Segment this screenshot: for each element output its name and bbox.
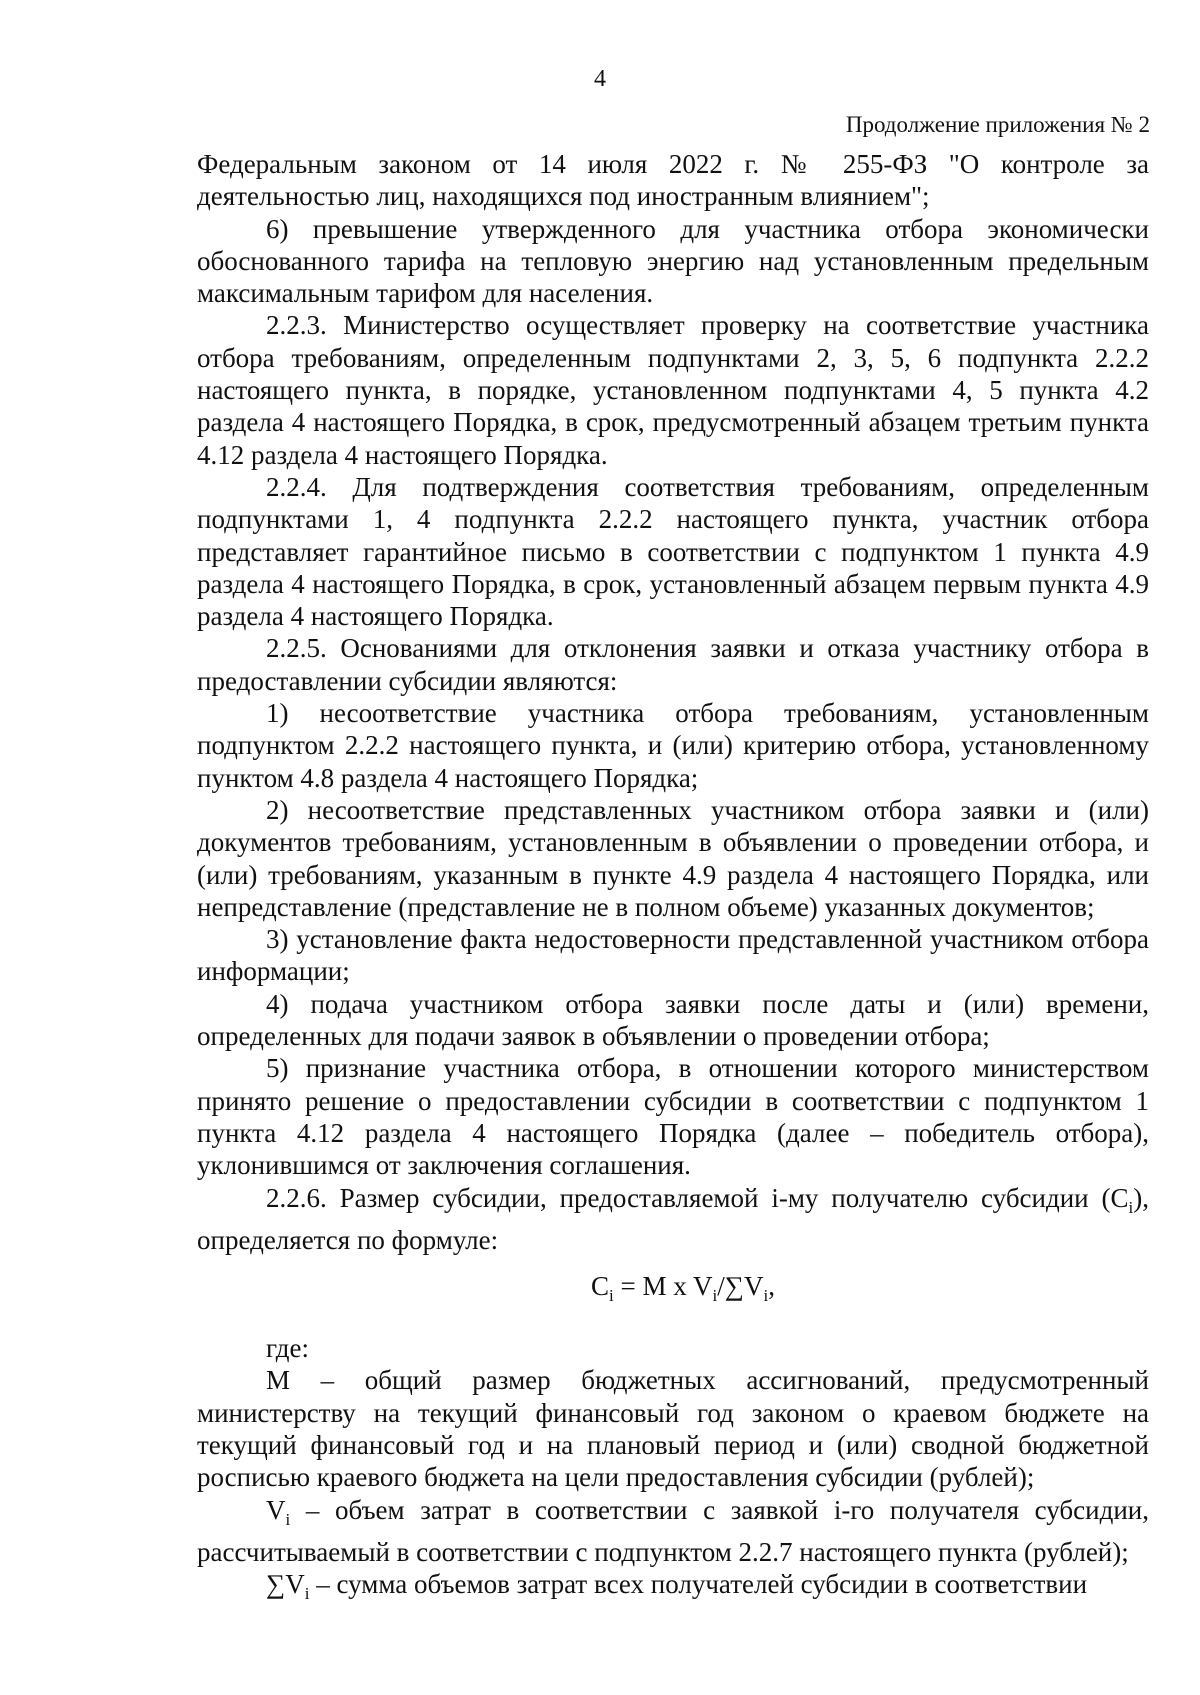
document-body (197, 148, 1149, 1610)
reason-item-1: 1) несоответствие участника отбора требованиям, установленным подпунктом 2.2.2 настоящего пункта, и (или) критерию отбора, установленному пунктом 4.8 раздела 4 настоящего Порядка; (197, 698, 1149, 793)
appendix-continuation-note: Продолжение приложения № 2 (845, 112, 1150, 137)
paragraph-item-6: 6) превышение утвержденного для участника отбора экономически обоснованного тарифа на тепловую энергию над установленным предельным максимальным тарифом для населения. (197, 213, 1149, 309)
paragraph-2-2-5: 2.2.5. Основаниями для отклонения заявки и отказа участнику отбора в предоставлении субсидии являются: (197, 633, 1149, 696)
paragraph-2-2-6: 2.2.6. Размер субсидии, предоставляемой i-му получателю субсидии $(С_i)$, определяется по формуле: (197, 1182, 1149, 1255)
paragraph-2-2-4: 2.2.4. Для подтверждения соответствия требованиям, определенным подпунктами 1, 4 подпункта 2.2.2 настоящего пункта, участник отбора представляет гарантийное письмо в соответствии с подпунктом 1 пункта 4.9 раздела 4 настоящего Порядка, в срок, установленный абзацем первым пункта 4.9 раздела 4 настоящего Порядка. (197, 471, 1149, 632)
definition-m: М – общий размер бюджетных ассигнований, предусмотренный министерству на текущий финансовый год законом о краевом бюджете на текущий финансовый год и на плановый период и (или) сводной бюджетной росписью краевого бюджета на цели предоставления субсидии (рублей); (197, 1365, 1149, 1493)
where-label: где: (266, 1333, 309, 1364)
definition-sum-vi: $\sum V_i$ – сумма объемов затрат всех получателей субсидии в соответствии (266, 1569, 1088, 1604)
definition-vi: $V_i$ – объем затрат в соответствии с заявкой i-го получателя субсидии, рассчитываемый в соответствии с подпунктом 2.2.7 настоящего пункта (рублей); (197, 1494, 1149, 1567)
reason-item-2: 2) несоответствие представленных участником отбора заявки и (или) документов требованиям, установленным в объявлении о проведении отбора, и (или) требованиям, указанным в пункте 4.9 раздела 4 настоящего Порядка, или непредставление (представление не в полном объеме) указанных документов; (197, 794, 1149, 922)
reason-item-3: 3) установление факта недостоверности представленной участником отбора информации; (197, 924, 1149, 987)
page-number: 4 (594, 66, 606, 92)
paragraph-federal-law: Федеральным законом от 14 июля 2022 г. № 255-ФЗ "О контроле за деятельностью лиц, находящихся под иностранным влиянием"; (197, 149, 1149, 212)
paragraph-2-2-3: 2.2.3. Министерство осуществляет проверку на соответствие участника отбора требованиям, определенным подпунктами 2, 3, 5, 6 подпункта 2.2.2 настоящего пункта, в порядке, установленном подпунктами 4, 5 пункта 4.2 раздела 4 настоящего Порядка, в срок, предусмотренный абзацем третьим пункта 4.12 раздела 4 настоящего Порядка. (197, 310, 1149, 470)
subsidy-formula: $C_i = M$ x $V_i/\sum V_i$, (591, 1271, 775, 1306)
reason-item-5: 5) признание участника отбора, в отношении которого министерством принято решение о предоставлении субсидии в соответствии с подпунктом 1 пункта 4.12 раздела 4 настоящего Порядка (далее – победитель отбора), уклонившимся от заключения соглашения. (197, 1053, 1149, 1181)
reason-item-4: 4) подача участником отбора заявки после даты и (или) времени, определенных для подачи заявок в объявлении о проведении отбора; (197, 988, 1149, 1052)
